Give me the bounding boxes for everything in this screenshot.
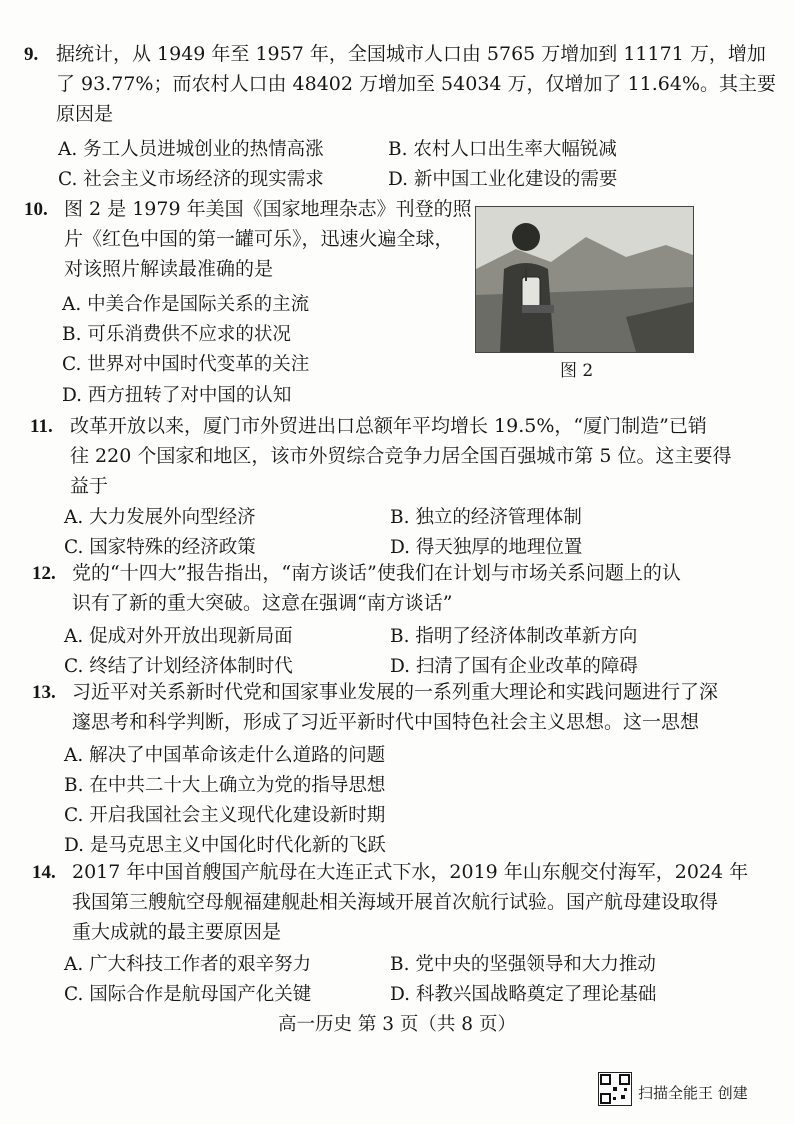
- option-d: D. 新中国工业化建设的需要: [388, 169, 618, 190]
- qr-code-icon: [598, 1072, 632, 1106]
- option-a: A. 中美合作是国际关系的主流: [62, 294, 310, 315]
- option-b: B. 党中央的坚强领导和大力推动: [390, 954, 656, 975]
- question-number: 9.: [24, 44, 39, 65]
- option-b: B. 农村人口出生率大幅锐减: [388, 139, 617, 160]
- page-footer: 高一历史 第 3 页（共 8 页）: [278, 1014, 516, 1035]
- question-text-line: 了 93.77%；而农村人口由 48402 万增加至 54034 万，仅增加了 11.64%。其主要: [56, 73, 777, 95]
- question-number: 12.: [32, 563, 56, 584]
- question-text-line: 改革开放以来，厦门市外贸进出口总额年平均增长 19.5%，“厦门制造”已销: [70, 415, 707, 437]
- question-text-line: 片《红色中国的第一罐可乐》，迅速火遍全球，: [64, 228, 454, 250]
- question-text-line: 往 220 个国家和地区，该市外贸综合竞争力居全国百强城市第 5 位。这主要得: [70, 445, 732, 467]
- option-c: C. 国际合作是航母国产化关键: [64, 984, 312, 1005]
- option-b: B. 可乐消费供不应求的状况: [62, 324, 291, 345]
- option-c: C. 开启我国社会主义现代化建设新时期: [64, 805, 386, 826]
- option-a: A. 广大科技工作者的艰辛努力: [64, 954, 312, 975]
- option-b: B. 指明了经济体制改革新方向: [390, 626, 638, 647]
- option-a: A. 促成对外开放出现新局面: [64, 626, 293, 647]
- figure-2-photo: [475, 206, 694, 353]
- option-c: C. 国家特殊的经济政策: [64, 537, 256, 558]
- question-number: 11.: [30, 416, 53, 437]
- question-text-line: 对该照片解读最准确的是: [64, 258, 274, 280]
- question-number: 14.: [32, 862, 56, 883]
- scanner-watermark: 扫描全能王 创建: [638, 1084, 748, 1102]
- option-d: D. 得天独厚的地理位置: [390, 537, 583, 558]
- question-number: 13.: [32, 682, 56, 703]
- option-a: A. 大力发展外向型经济: [64, 507, 256, 528]
- option-d: D. 是马克思主义中国化时代化新的飞跃: [64, 835, 386, 856]
- question-text-line: 益于: [70, 475, 109, 497]
- photo-illustration: [476, 207, 693, 352]
- option-d: D. 扫清了国有企业改革的障碍: [390, 656, 638, 677]
- question-text-line: 原因是: [56, 103, 114, 125]
- option-d: D. 科教兴国战略奠定了理论基础: [390, 984, 657, 1005]
- option-a: A. 解决了中国革命该走什么道路的问题: [64, 745, 386, 766]
- option-b: B. 在中共二十大上确立为党的指导思想: [64, 775, 386, 796]
- option-c: C. 终结了计划经济体制时代: [64, 656, 293, 677]
- question-text-line: 图 2 是 1979 年美国《国家地理杂志》刊登的照: [64, 198, 472, 220]
- option-c: C. 世界对中国时代变革的关注: [62, 354, 310, 375]
- option-d: D. 西方扭转了对中国的认知: [62, 385, 292, 406]
- question-text-line: 识有了新的重大突破。这意在强调“南方谈话”: [72, 592, 453, 614]
- question-text-line: 我国第三艘航空母舰福建舰赴相关海域开展首次航行试验。国产航母建设取得: [72, 891, 719, 913]
- question-number: 10.: [24, 199, 48, 220]
- option-c: C. 社会主义市场经济的现实需求: [58, 169, 324, 190]
- question-text-line: 据统计，从 1949 年至 1957 年，全国城市人口由 5765 万增加到 11171 万，增加: [56, 43, 766, 65]
- question-text-line: 重大成就的最主要原因是: [72, 921, 282, 943]
- question-text-line: 党的“十四大”报告指出，“南方谈话”使我们在计划与市场关系问题上的认: [72, 562, 681, 584]
- question-text-line: 2017 年中国首艘国产航母在大连正式下水，2019 年山东舰交付海军，2024 年: [72, 861, 749, 883]
- figure-caption: 图 2: [560, 361, 594, 381]
- option-a: A. 务工人员进城创业的热情高涨: [58, 139, 324, 160]
- option-b: B. 独立的经济管理体制: [390, 507, 582, 528]
- question-text-line: 习近平对关系新时代党和国家事业发展的一系列重大理论和实践问题进行了深: [72, 681, 719, 703]
- question-text-line: 邃思考和科学判断，形成了习近平新时代中国特色社会主义思想。这一思想: [72, 711, 700, 733]
